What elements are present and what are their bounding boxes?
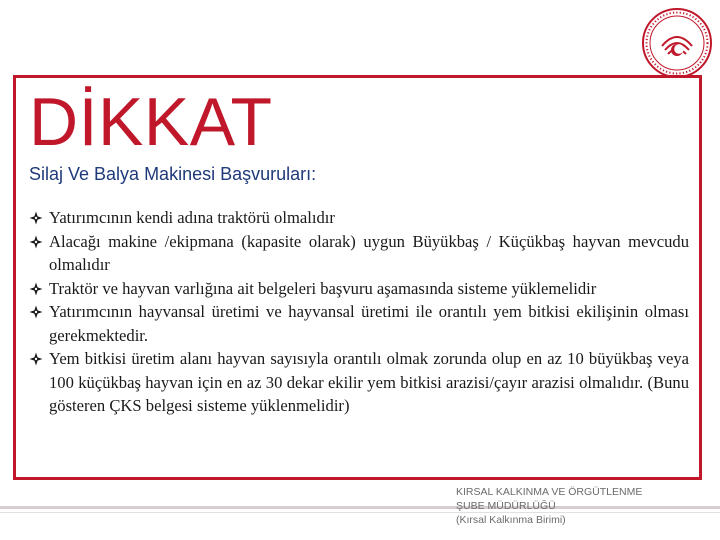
ministry-seal-icon [640,6,714,80]
list-item-text: Traktör ve hayvan varlığına ait belgeleri başvuru aşamasında sisteme yüklemelidir [49,278,597,298]
list-item [29,206,689,230]
department-footer [456,486,696,527]
list-item-text: Yatırımcının hayvansal üretimi ve hayvansal üretimi ile orantılı yem bitkisi ekilişinin olması gerekmektedir. [49,302,689,345]
list-item [29,230,689,277]
department-line-3: (Kırsal Kalkınma Birimi) [456,513,566,526]
diamond-bullet-icon [29,352,43,366]
department-line-1: KIRSAL KALKINMA VE ÖRGÜTLENME [456,486,643,498]
diamond-bullet-icon [29,305,43,319]
list-item [29,300,689,347]
page-title: DİKKAT [29,84,273,160]
section-subtitle: Silaj Ve Balya Makinesi Başvuruları: [29,164,317,184]
department-line-2: ŞUBE MÜDÜRLÜĞÜ [456,499,556,512]
diamond-bullet-icon [29,235,43,249]
list-item [29,347,689,418]
list-item [29,277,689,301]
list-item-text: Yatırımcının kendi adına traktörü olmalıdır [49,208,335,227]
list-item-text: Yem bitkisi üretim alanı hayvan sayısıyla orantılı olmak zorunda olup en az 10 büyükbaş veya 100 küçükbaş hayvan için en az 30 dekar ekilir yem bitkisi arazisi/çayır arazisi olmalıdır. (Bunu gösteren ÇKS belgesi sisteme yüklenmelidir) [49,349,689,415]
requirements-list [29,206,689,418]
list-item-text: Alacağı makine /ekipmana (kapasite olarak) uygun Büyükbaş / Küçükbaş hayvan mevcudu olmalıdır [49,231,689,274]
diamond-bullet-icon [29,211,43,225]
diamond-bullet-icon [29,282,43,296]
